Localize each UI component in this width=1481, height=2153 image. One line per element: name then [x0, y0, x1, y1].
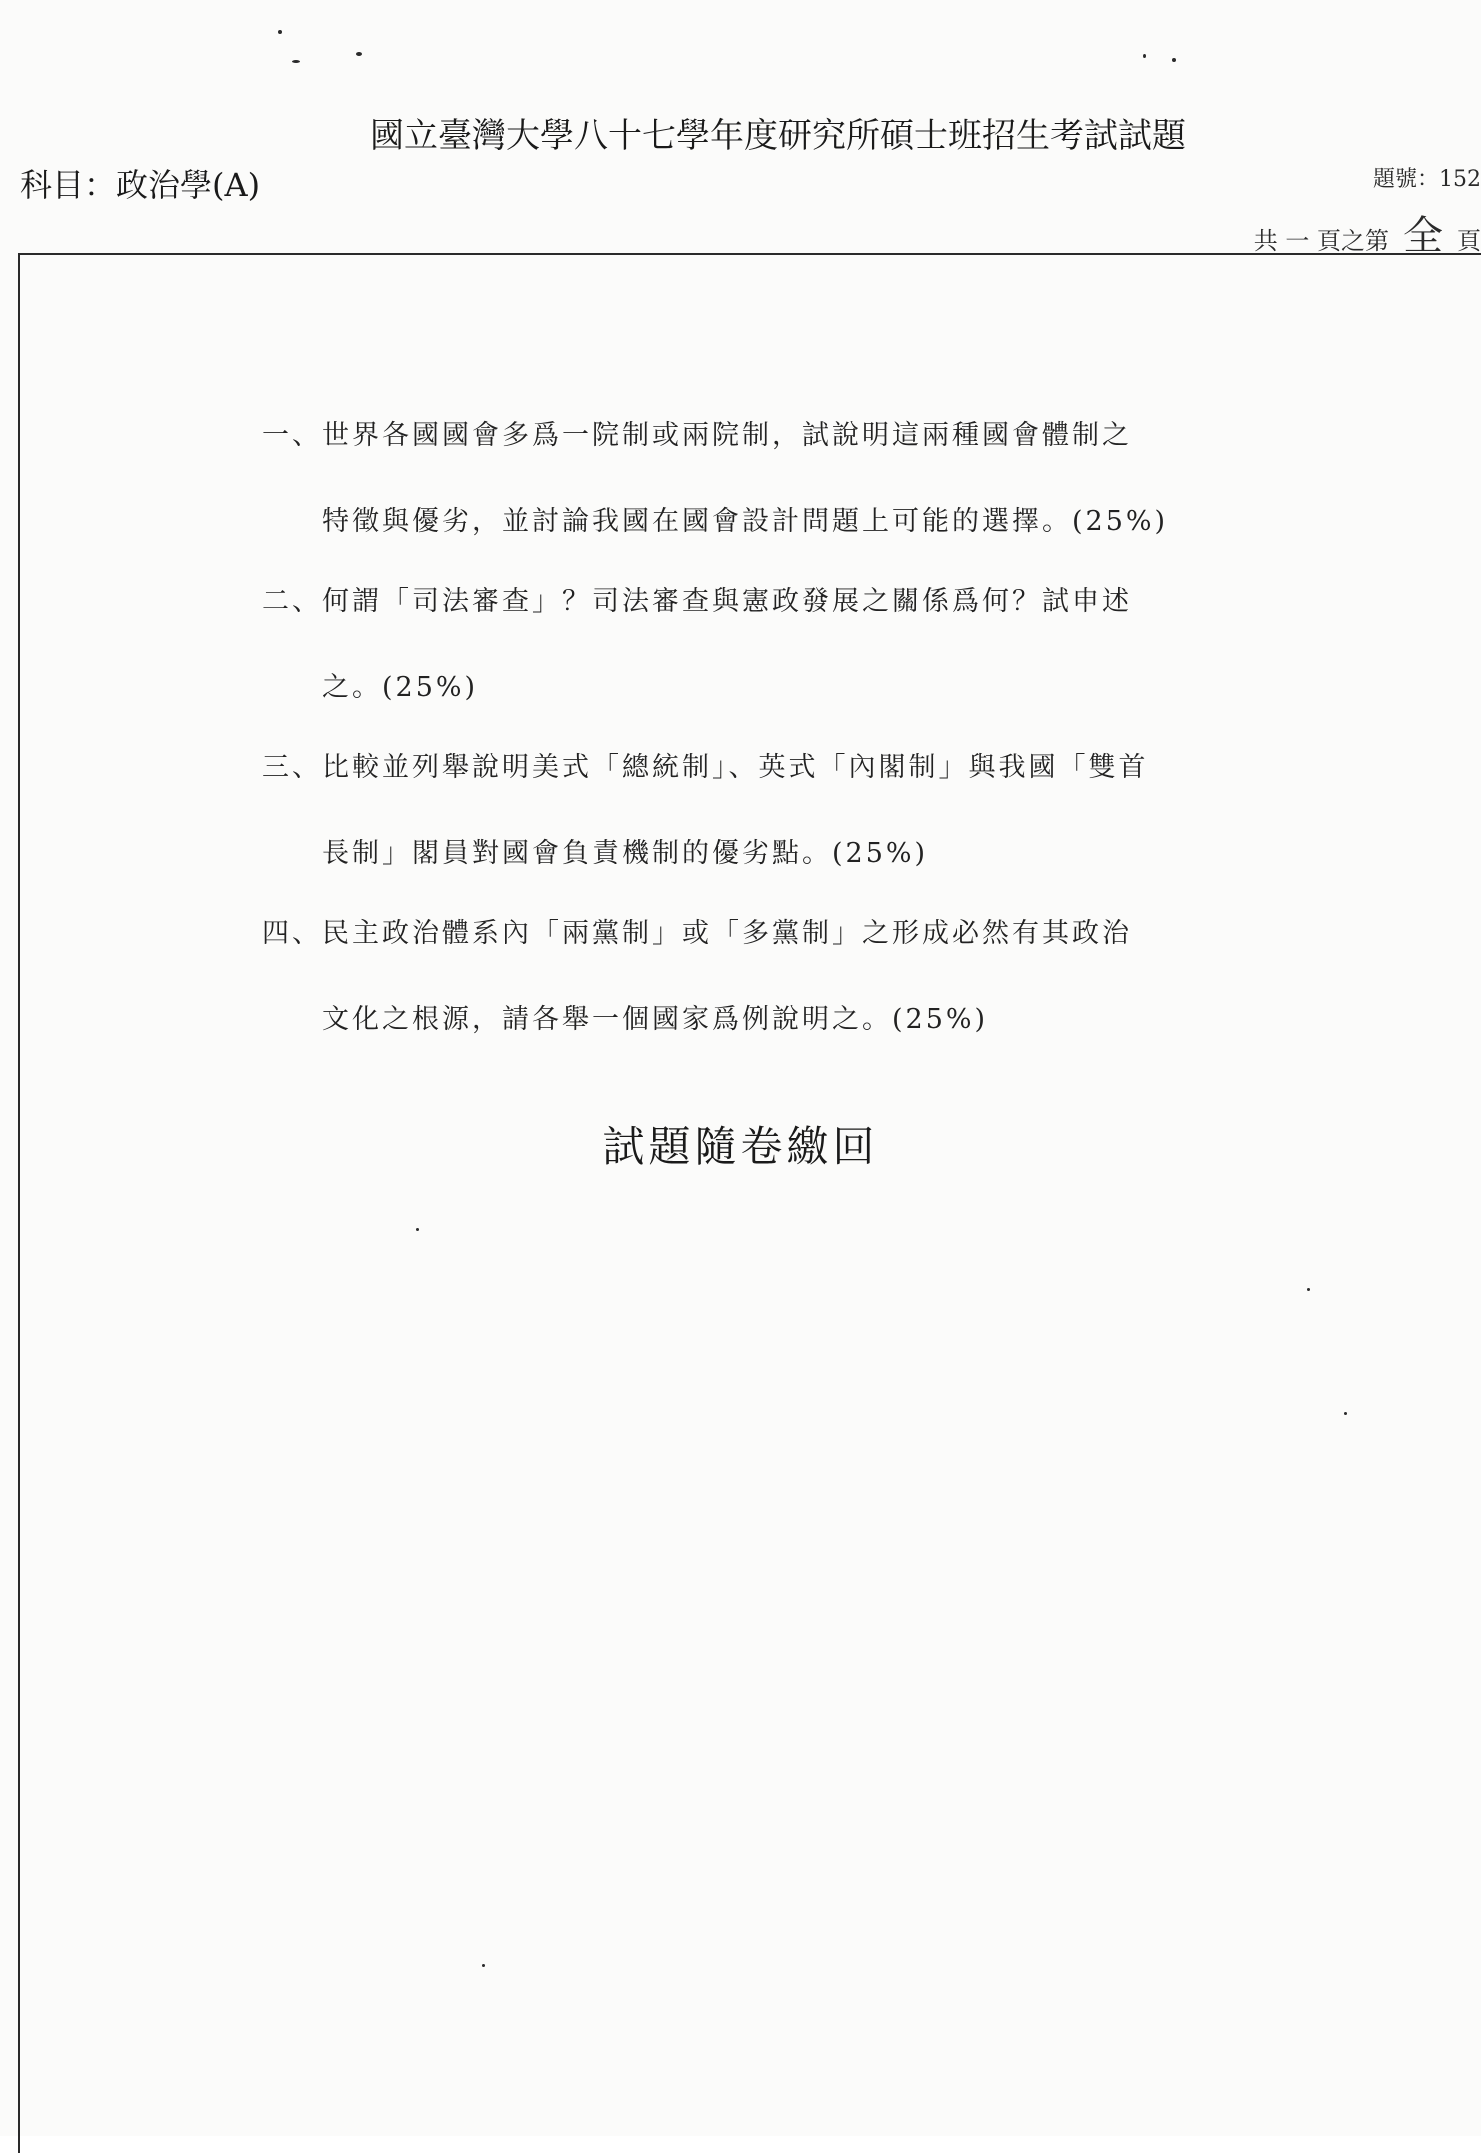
- question-4-line-2: 文化之根源，請各舉一個國家爲例說明之。(25%): [322, 1004, 989, 1035]
- page-prefix: 共 一 頁之第: [1253, 227, 1389, 255]
- subject-label: 科目：政治學(A): [20, 166, 261, 204]
- question-4: [262, 912, 1222, 1042]
- question-1-line-2: 特徵與優劣，並討論我國在國會設計問題上可能的選擇。(25%): [322, 506, 1169, 537]
- scan-speck: [1172, 58, 1176, 62]
- page-which: 全: [1403, 213, 1443, 259]
- question-number: 題號：152: [1373, 167, 1481, 192]
- question-4-line-1: 四、民主政治體系內「兩黨制」或「多黨制」之形成必然有其政治: [262, 918, 1132, 949]
- question-3-line-2: 長制」閣員對國會負責機制的優劣點。(25%): [322, 838, 929, 869]
- question-1-line-1: 一、世界各國國會多爲一院制或兩院制，試說明這兩種國會體制之: [262, 420, 1132, 451]
- question-2-line-1: 二、何謂「司法審查」？司法審查與憲政發展之關係爲何？試申述: [262, 586, 1132, 617]
- scan-speck: [416, 1228, 419, 1231]
- exam-title: 國立臺灣大學八十七學年度研究所碩士班招生考試試題: [370, 116, 1186, 156]
- return-exam-note: 試題隨卷繳回: [602, 1122, 879, 1171]
- question-2: [262, 580, 1222, 710]
- scan-speck: [292, 60, 300, 63]
- question-list: [262, 414, 1222, 1078]
- question-2-line-2: 之。(25%): [322, 672, 479, 703]
- scan-speck: [1143, 54, 1146, 58]
- question-1: [262, 414, 1222, 544]
- scan-speck: [482, 1964, 485, 1967]
- question-3-line-1: 三、比較並列舉說明美式「總統制」、英式「內閣制」與我國「雙首: [262, 752, 1149, 783]
- scan-speck: [356, 52, 362, 56]
- scan-speck: [1344, 1412, 1347, 1415]
- page-suffix: 頁: [1457, 227, 1481, 255]
- scan-speck: [1307, 1288, 1310, 1291]
- scan-speck: [278, 30, 282, 34]
- question-3: [262, 746, 1222, 876]
